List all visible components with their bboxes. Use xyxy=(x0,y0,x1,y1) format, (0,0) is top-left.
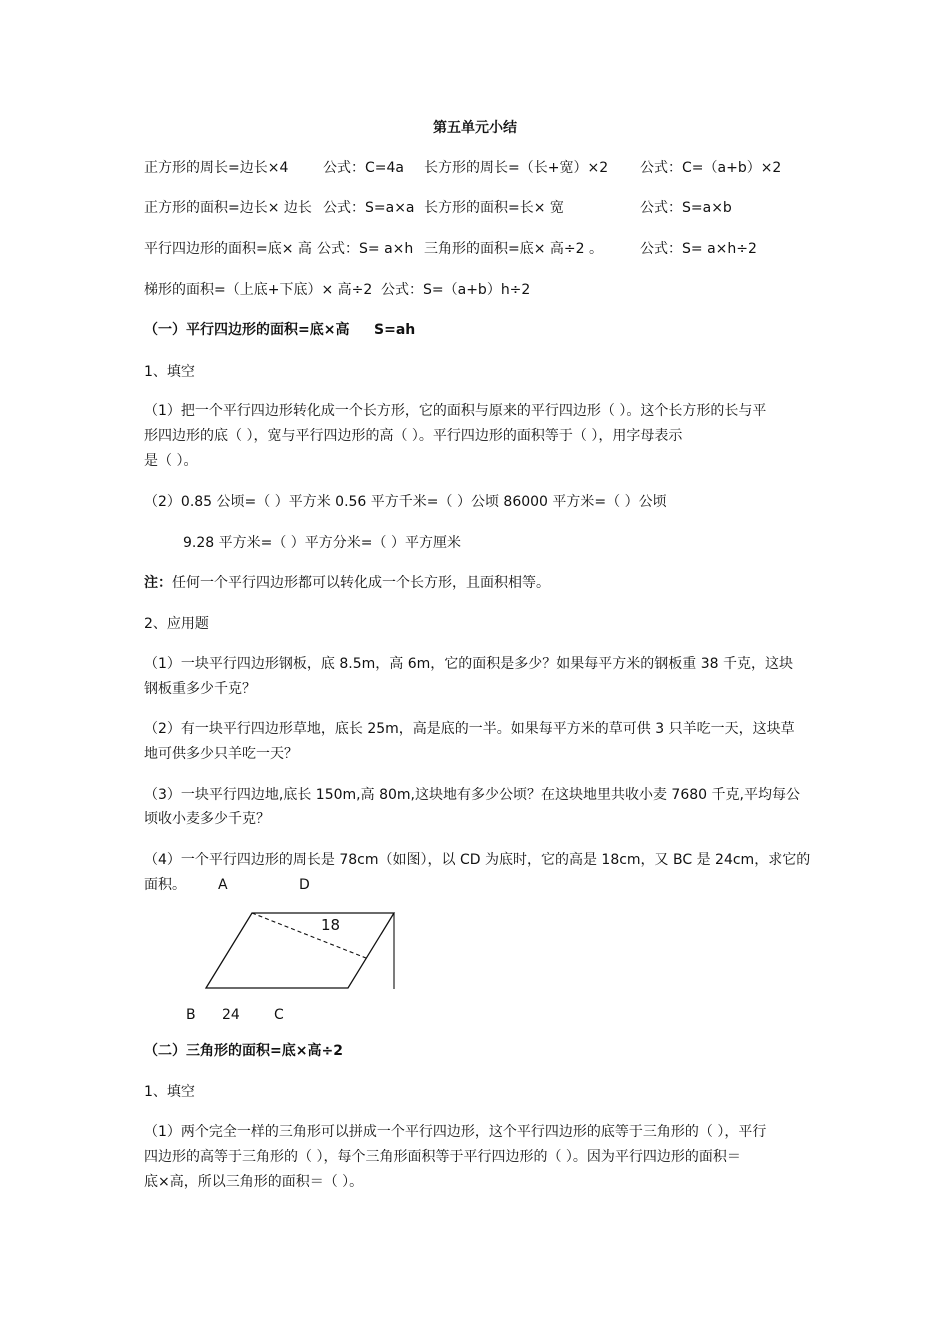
question-2-line-1: （2）0.85 公顷=（ ）平方米 0.56 平方千米=（ ）公顷 86000 平方米=（ ）公顷 xyxy=(144,494,667,510)
note xyxy=(144,575,550,591)
vertex-label-d: D xyxy=(299,877,310,893)
application-3-line-1: （3）一块平行四边地,底长 150m,高 80m,这块地有多少公顷？在这块地里共收小麦 7680 千克,平均每公 xyxy=(144,787,800,803)
parallelogram-figure xyxy=(195,905,405,995)
height-dashed-line xyxy=(252,913,366,958)
fill-blank-heading-2: 1、填空 xyxy=(144,1084,195,1100)
fill-blank-heading: 1、填空 xyxy=(144,364,195,380)
note-label: 注： xyxy=(144,575,172,591)
side-label-bc: 24 xyxy=(222,1007,240,1023)
vertex-label-b: B xyxy=(186,1007,196,1023)
page-title: 第五单元小结 xyxy=(433,120,517,136)
question-2-line-2: 9.28 平方米=（ ）平方分米=（ ）平方厘米 xyxy=(183,535,461,551)
section-heading-parallelogram-formula: S=ah xyxy=(374,322,416,338)
vertex-label-a: A xyxy=(218,877,228,893)
triangle-question-1-line-3: 底×高，所以三角形的面积＝（ ）。 xyxy=(144,1174,364,1190)
formula-trapezoid-area: 梯形的面积=（上底+下底）× 高÷2 xyxy=(144,282,373,298)
question-1-line-3: 是（ ）。 xyxy=(144,453,198,469)
formula-parallelogram-area: 平行四边形的面积=底× 高 xyxy=(144,241,312,257)
application-1-line-2: 钢板重多少千克？ xyxy=(144,681,256,697)
application-3-line-2: 顷收小麦多少千克？ xyxy=(144,811,270,827)
formula-rect-area-symbol: 公式：S=a×b xyxy=(640,200,732,216)
formula-rect-perimeter: 长方形的周长=（长+宽）×2 xyxy=(424,160,609,176)
formula-triangle-area: 三角形的面积=底× 高÷2 。 xyxy=(424,241,603,257)
formula-square-area-symbol: 公式：S=a×a xyxy=(323,200,415,216)
question-1-line-2: 形四边形的底（ ），宽与平行四边形的高（ ）。平行四边形的面积等于（ ），用字母表示 xyxy=(144,428,683,444)
parallelogram-shape xyxy=(206,913,394,988)
formula-square-area: 正方形的面积=边长× 边长 xyxy=(144,200,312,216)
section-heading-parallelogram: （一）平行四边形的面积=底×高 xyxy=(144,322,350,338)
question-1-line-1: （1）把一个平行四边形转化成一个长方形，它的面积与原来的平行四边形（ ）。这个长方形的长与平 xyxy=(144,403,767,419)
application-2-line-1: （2）有一块平行四边形草地，底长 25m，高是底的一半。如果每平方米的草可供 3 只羊吃一天，这块草 xyxy=(144,721,795,737)
formula-square-perimeter: 正方形的周长=边长×4 xyxy=(144,160,289,176)
application-4-line-2: 面积。 xyxy=(144,877,186,893)
vertex-label-c: C xyxy=(274,1007,284,1023)
formula-triangle-area-symbol: 公式：S= a×h÷2 xyxy=(640,241,757,257)
application-4-line-1: （4）一个平行四边形的周长是 78cm（如图），以 CD 为底时，它的高是 18cm，又 BC 是 24cm，求它的 xyxy=(144,852,811,868)
application-1-line-1: （1）一块平行四边形钢板，底 8.5m，高 6m，它的面积是多少？如果每平方米的钢板重 38 千克，这块 xyxy=(144,656,793,672)
formula-rect-area: 长方形的面积=长× 宽 xyxy=(424,200,564,216)
application-heading: 2、应用题 xyxy=(144,616,209,632)
formula-square-perimeter-symbol: 公式：C=4a xyxy=(323,160,404,176)
height-label: 18 xyxy=(321,916,341,934)
formula-rect-perimeter-symbol: 公式：C=（a+b）×2 xyxy=(640,160,782,176)
formula-parallelogram-area-symbol: 公式：S= a×h xyxy=(317,241,414,257)
note-text: 任何一个平行四边形都可以转化成一个长方形，且面积相等。 xyxy=(172,575,550,591)
formula-trapezoid-area-symbol: 公式：S=（a+b）h÷2 xyxy=(381,282,531,298)
application-2-line-2: 地可供多少只羊吃一天？ xyxy=(144,746,298,762)
section-heading-triangle: （二）三角形的面积=底×高÷2 xyxy=(144,1043,343,1059)
triangle-question-1-line-2: 四边形的高等于三角形的（ ），每个三角形面积等于平行四边形的（ ）。因为平行四边形的面积＝ xyxy=(144,1149,741,1165)
triangle-question-1-line-1: （1）两个完全一样的三角形可以拼成一个平行四边形，这个平行四边形的底等于三角形的（ ），平行 xyxy=(144,1124,767,1140)
